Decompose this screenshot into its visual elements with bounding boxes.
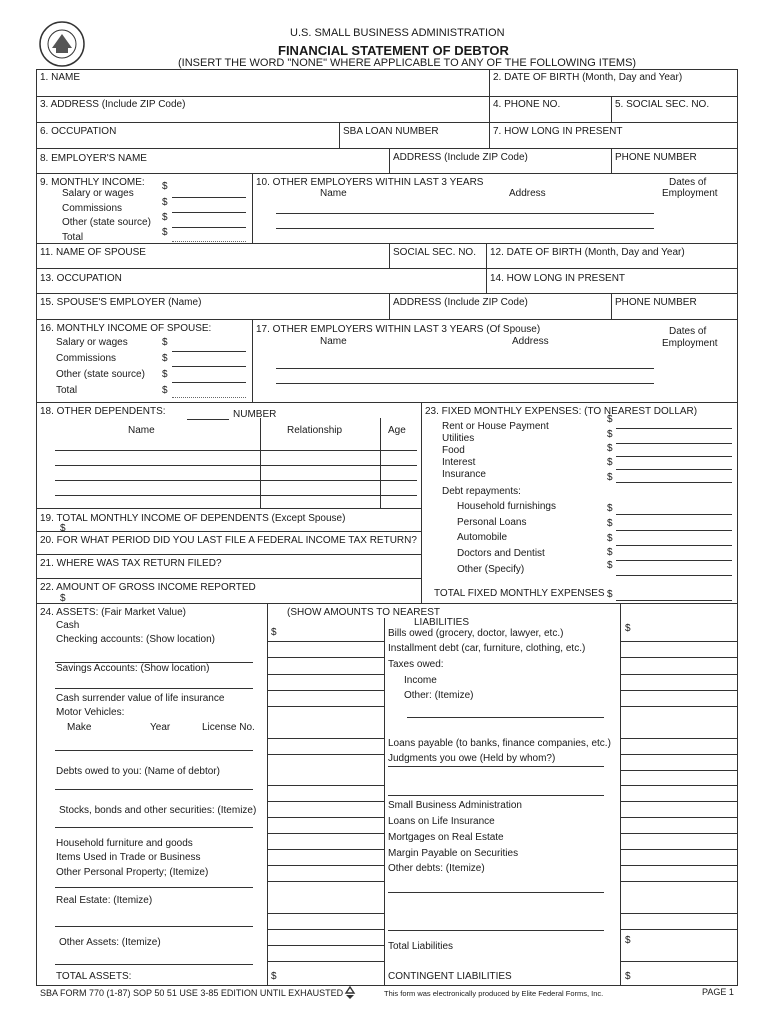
col-age: Age bbox=[388, 425, 406, 436]
spouse-monthly-income-label: 16. MONTHLY INCOME OF SPOUSE: bbox=[40, 323, 212, 334]
life-insurance-label: Cash surrender value of life insurance bbox=[56, 693, 225, 704]
assets-label: 24. ASSETS: (Fair Market Value) bbox=[40, 607, 186, 618]
spouse-salary-label: Salary or wages bbox=[56, 337, 128, 348]
license-label: License No. bbox=[202, 722, 255, 733]
field-spouse-employer-address[interactable]: ADDRESS (Include ZIP Code) bbox=[393, 297, 528, 308]
field-phone[interactable]: 4. PHONE NO. bbox=[493, 99, 561, 110]
spouse-other-employers-label: 17. OTHER EMPLOYERS WITHIN LAST 3 YEARS (Of Spouse) bbox=[256, 324, 541, 335]
number-label: NUMBER bbox=[233, 409, 277, 420]
field-spouse-occupation[interactable]: 13. OCCUPATION bbox=[40, 273, 122, 284]
dollar-sign: $ bbox=[607, 533, 613, 544]
total-assets-label: TOTAL ASSETS: bbox=[56, 971, 132, 982]
dollar-sign: $ bbox=[607, 429, 613, 440]
dependents-income-label: 19. TOTAL MONTHLY INCOME OF DEPENDENTS (Except Spouse) bbox=[40, 513, 346, 524]
field-employer-address[interactable]: ADDRESS (Include ZIP Code) bbox=[393, 152, 528, 163]
dollar-sign: $ bbox=[162, 353, 168, 364]
field-employer[interactable]: 8. EMPLOYER'S NAME bbox=[40, 153, 147, 164]
recycle-icon bbox=[342, 985, 358, 1001]
field-how-long[interactable]: 7. HOW LONG IN PRESENT bbox=[493, 126, 623, 137]
show-amounts-label: (SHOW AMOUNTS TO NEAREST bbox=[287, 607, 440, 618]
col-address: Address bbox=[509, 188, 546, 199]
monthly-income-label: 9. MONTHLY INCOME: bbox=[40, 177, 145, 188]
cash-label: Cash bbox=[56, 620, 80, 631]
other-assets-label: Other Assets: (Itemize) bbox=[59, 937, 161, 948]
dollar-sign: $ bbox=[162, 227, 168, 238]
trade-items-label: Items Used in Trade or Business bbox=[56, 852, 201, 863]
debts-owed-label: Debts owed to you: (Name of debtor) bbox=[56, 766, 220, 777]
dollar-sign: $ bbox=[625, 935, 631, 946]
stocks-label: Stocks, bonds and other securities: (Itemize) bbox=[59, 805, 257, 816]
year-label: Year bbox=[150, 722, 171, 733]
debt-repayments-label: Debt repayments: bbox=[442, 486, 521, 497]
spouse-other-label: Other (state source) bbox=[56, 369, 145, 380]
field-name[interactable]: 1. NAME bbox=[40, 72, 81, 83]
dollar-sign: $ bbox=[60, 593, 66, 604]
interest-label: Interest bbox=[442, 457, 476, 468]
other-itemize-label: Other: (Itemize) bbox=[404, 690, 474, 701]
dollar-sign: $ bbox=[607, 457, 613, 468]
dates-of: Dates of bbox=[669, 326, 707, 337]
dollar-sign: $ bbox=[607, 589, 613, 600]
other-specify-label: Other (Specify) bbox=[457, 564, 525, 575]
dollar-sign: $ bbox=[162, 197, 168, 208]
other-debts-label: Other debts: (Itemize) bbox=[388, 863, 485, 874]
employment: Employment bbox=[662, 188, 718, 199]
field-spouse-ssn[interactable]: SOCIAL SEC. NO. bbox=[393, 247, 476, 258]
agency-name: U.S. SMALL BUSINESS ADMINISTRATION bbox=[290, 27, 505, 39]
doctors-label: Doctors and Dentist bbox=[457, 548, 545, 559]
employment: Employment bbox=[662, 338, 718, 349]
dollar-sign: $ bbox=[607, 518, 613, 529]
household-furnishings-label: Household furnishings bbox=[457, 501, 556, 512]
savings-label: Savings Accounts: (Show location) bbox=[56, 663, 210, 674]
tax-period-label: 20. FOR WHAT PERIOD DID YOU LAST FILE A FEDERAL INCOME TAX RETURN? bbox=[40, 535, 417, 546]
field-occupation[interactable]: 6. OCCUPATION bbox=[40, 126, 117, 137]
dollar-sign: $ bbox=[162, 385, 168, 396]
field-sba-loan[interactable]: SBA LOAN NUMBER bbox=[343, 126, 439, 137]
field-spouse-name[interactable]: 11. NAME OF SPOUSE bbox=[40, 247, 146, 258]
mortgages-label: Mortgages on Real Estate bbox=[388, 832, 504, 843]
fixed-expenses-label: 23. FIXED MONTHLY EXPENSES: (TO NEAREST DOLLAR) bbox=[425, 406, 698, 417]
salary-label: Salary or wages bbox=[62, 188, 134, 199]
field-spouse-how-long[interactable]: 14. HOW LONG IN PRESENT bbox=[490, 273, 626, 284]
field-dob[interactable]: 2. DATE OF BIRTH (Month, Day and Year) bbox=[493, 72, 683, 83]
dollar-sign: $ bbox=[625, 623, 631, 634]
income-label: Income bbox=[404, 675, 437, 686]
other-employers-label: 10. OTHER EMPLOYERS WITHIN LAST 3 YEARS bbox=[256, 177, 484, 188]
automobile-label: Automobile bbox=[457, 532, 508, 543]
dollar-sign: $ bbox=[625, 971, 631, 982]
bills-owed-label: Bills owed (grocery, doctor, lawyer, etc.) bbox=[388, 628, 564, 639]
total-liabilities-label: Total Liabilities bbox=[388, 941, 454, 952]
installment-debt-label: Installment debt (car, furniture, clothing, etc.) bbox=[388, 643, 586, 654]
food-label: Food bbox=[442, 445, 465, 456]
field-address[interactable]: 3. ADDRESS (Include ZIP Code) bbox=[40, 99, 186, 110]
sba-label: Small Business Administration bbox=[388, 800, 522, 811]
dollar-sign: $ bbox=[271, 971, 277, 982]
make-label: Make bbox=[67, 722, 92, 733]
dollar-sign: $ bbox=[162, 369, 168, 380]
dollar-sign: $ bbox=[607, 472, 613, 483]
dollar-sign: $ bbox=[60, 523, 66, 534]
produced-by: This form was electronically produced by Elite Federal Forms, Inc. bbox=[384, 989, 604, 998]
dollar-sign: $ bbox=[162, 181, 168, 192]
total-fixed-label: TOTAL FIXED MONTHLY EXPENSES bbox=[434, 588, 605, 599]
insurance-label: Insurance bbox=[442, 469, 486, 480]
form-title: FINANCIAL STATEMENT OF DEBTOR bbox=[278, 43, 509, 58]
field-employer-phone[interactable]: PHONE NUMBER bbox=[615, 152, 697, 163]
dollar-sign: $ bbox=[162, 337, 168, 348]
tax-where-label: 21. WHERE WAS TAX RETURN FILED? bbox=[40, 558, 222, 569]
judgments-label: Judgments you owe (Held by whom?) bbox=[388, 753, 556, 764]
col-address: Address bbox=[512, 336, 549, 347]
other-state-label: Other (state source) bbox=[62, 217, 151, 228]
col-name: Name bbox=[320, 336, 347, 347]
field-spouse-employer[interactable]: 15. SPOUSE'S EMPLOYER (Name) bbox=[40, 297, 202, 308]
dollar-sign: $ bbox=[607, 560, 613, 571]
real-estate-label: Real Estate: (Itemize) bbox=[56, 895, 153, 906]
sba-seal-logo bbox=[38, 20, 86, 68]
dependents-label: 18. OTHER DEPENDENTS: bbox=[40, 406, 166, 417]
page-number: PAGE 1 bbox=[702, 987, 734, 997]
loans-payable-label: Loans payable (to banks, finance companies, etc.) bbox=[388, 738, 611, 749]
dollar-sign: $ bbox=[607, 503, 613, 514]
form-instruction: (INSERT THE WORD "NONE" WHERE APPLICABLE TO ANY OF THE FOLLOWING ITEMS) bbox=[178, 57, 637, 69]
dollar-sign: $ bbox=[607, 547, 613, 558]
col-name: Name bbox=[320, 188, 347, 199]
gross-income-label: 22. AMOUNT OF GROSS INCOME REPORTED bbox=[40, 582, 256, 593]
total-label: Total bbox=[62, 232, 84, 243]
motor-vehicles-label: Motor Vehicles: bbox=[56, 707, 125, 718]
liabilities-label: LIABILITIES bbox=[414, 617, 470, 628]
col-relationship: Relationship bbox=[287, 425, 343, 436]
commissions-label: Commissions bbox=[62, 203, 123, 214]
margin-label: Margin Payable on Securities bbox=[388, 848, 519, 859]
contingent-label: CONTINGENT LIABILITIES bbox=[388, 971, 512, 982]
form-id: SBA FORM 770 (1-87) SOP 50 51 USE 3-85 EDITION UNTIL EXHAUSTED bbox=[40, 988, 344, 998]
checking-label: Checking accounts: (Show location) bbox=[56, 634, 215, 645]
dollar-sign: $ bbox=[607, 443, 613, 454]
life-loans-label: Loans on Life Insurance bbox=[388, 816, 495, 827]
field-spouse-dob[interactable]: 12. DATE OF BIRTH (Month, Day and Year) bbox=[490, 247, 685, 258]
field-spouse-employer-phone[interactable]: PHONE NUMBER bbox=[615, 297, 697, 308]
spouse-total-label: Total bbox=[56, 385, 78, 396]
utilities-label: Utilities bbox=[442, 433, 475, 444]
other-personal-label: Other Personal Property; (Itemize) bbox=[56, 867, 209, 878]
dollar-sign: $ bbox=[271, 627, 277, 638]
spouse-commissions-label: Commissions bbox=[56, 353, 117, 364]
field-ssn[interactable]: 5. SOCIAL SEC. NO. bbox=[615, 99, 710, 110]
taxes-owed-label: Taxes owed: bbox=[388, 659, 444, 670]
dollar-sign: $ bbox=[162, 212, 168, 223]
household-furniture-label: Household furniture and goods bbox=[56, 838, 193, 849]
dates-of: Dates of bbox=[669, 177, 707, 188]
dollar-sign: $ bbox=[607, 414, 613, 425]
rent-label: Rent or House Payment bbox=[442, 421, 549, 432]
col-dep-name: Name bbox=[128, 425, 155, 436]
personal-loans-label: Personal Loans bbox=[457, 517, 527, 528]
